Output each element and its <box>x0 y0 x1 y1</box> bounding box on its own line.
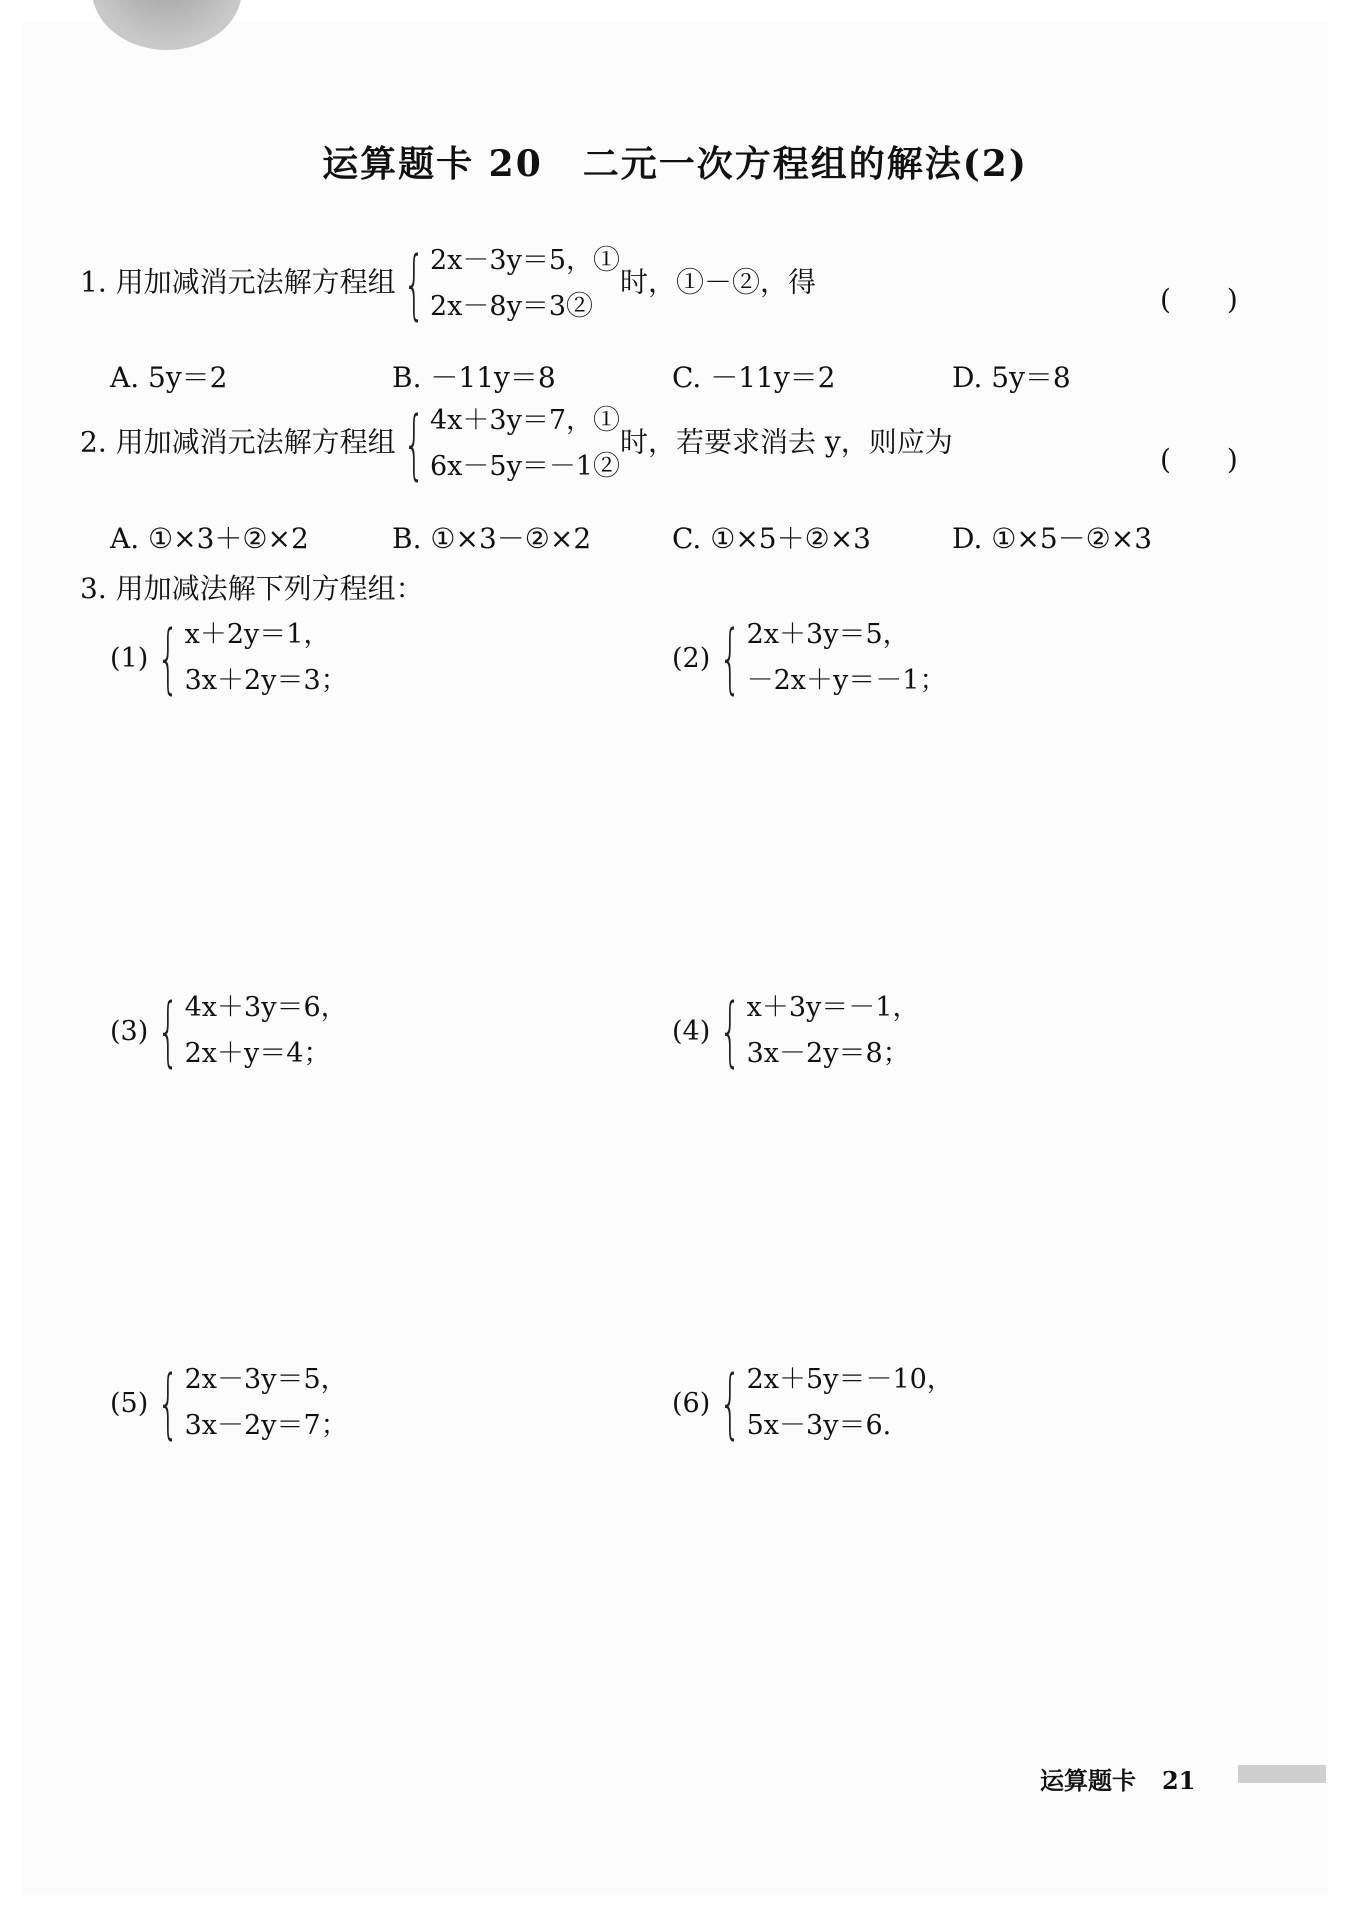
subproblem-label: (6) <box>672 1387 711 1419</box>
subproblem-2 <box>672 613 947 702</box>
equation-1: 4x＋3y＝7，① <box>429 405 620 436</box>
equation-1: 2x－3y＝5， <box>184 1364 348 1395</box>
title-topic: 二元一次方程组的解法(2) <box>582 143 1028 185</box>
equation-2: 3x－2y＝7； <box>184 1410 348 1441</box>
brace-symbol: { <box>157 1358 180 1447</box>
equation-1: 2x＋3y＝5， <box>746 619 910 650</box>
question-1-prefix: 1. 用加减消元法解方程组 <box>80 265 396 299</box>
brace-symbol: { <box>719 1358 742 1447</box>
question-1-option-c: C. －11y＝2 <box>672 361 836 394</box>
equation-2: 2x＋y＝4； <box>184 1038 331 1069</box>
brace-symbol: { <box>719 613 742 702</box>
brace-symbol: { <box>402 239 425 328</box>
equation-1: x＋3y＝－1， <box>746 992 920 1023</box>
question-1-option-a: A. 5y＝2 <box>110 361 228 394</box>
page-number: 21 <box>1162 1766 1196 1795</box>
question-3-prompt: 3. 用加减法解下列方程组： <box>80 572 424 605</box>
question-2-option-d: D. ①×5－②×3 <box>952 522 1153 555</box>
footer-bar-decoration <box>1238 1765 1326 1783</box>
equation-2: 3x－2y＝8； <box>746 1038 910 1069</box>
subproblem-label: (1) <box>110 642 149 674</box>
question-1-option-d: D. 5y＝8 <box>952 361 1071 394</box>
question-2-answer-blank: ( ) <box>1160 443 1238 476</box>
question-2-option-c: C. ①×5＋②×3 <box>672 522 871 555</box>
equation-2: 5x－3y＝6. <box>746 1410 892 1441</box>
subproblem-label: (3) <box>110 1015 149 1047</box>
question-2-suffix: 时，若要求消去 y，则应为 <box>620 425 953 459</box>
equation-2: 6x－5y＝－1② <box>429 451 620 482</box>
equation-1: 4x＋3y＝6， <box>184 992 348 1023</box>
title-card: 运算题卡 20 <box>322 143 543 185</box>
subproblem-label: (5) <box>110 1387 149 1419</box>
brace-symbol: { <box>719 986 742 1075</box>
question-2-prefix: 2. 用加减消元法解方程组 <box>80 425 396 459</box>
equation-2: 2x－8y＝3② <box>429 291 593 322</box>
subproblem-3 <box>110 986 348 1075</box>
equation-2: 3x＋2y＝3； <box>184 665 348 696</box>
equation-1: 2x＋5y＝－10， <box>746 1364 954 1395</box>
question-2-option-a: A. ①×3＋②×2 <box>110 522 309 555</box>
subproblem-6 <box>672 1358 954 1447</box>
brace-symbol: { <box>157 613 180 702</box>
question-1-system <box>396 239 620 328</box>
equation-1: x＋2y＝1， <box>184 619 331 650</box>
question-1-answer-blank: ( ) <box>1160 283 1238 316</box>
brace-symbol: { <box>402 399 425 488</box>
subproblem-4 <box>672 986 920 1075</box>
page-title <box>0 136 1350 187</box>
question-1-suffix: 时，①－②，得 <box>620 265 817 299</box>
page-footer <box>1040 1761 1195 1796</box>
equation-2: －2x＋y＝－1； <box>746 665 947 696</box>
subproblem-label: (2) <box>672 642 711 674</box>
question-2-option-b: B. ①×3－②×2 <box>392 522 592 555</box>
subproblem-5 <box>110 1358 348 1447</box>
subproblem-1 <box>110 613 348 702</box>
question-2-system <box>396 399 620 488</box>
brace-symbol: { <box>157 986 180 1075</box>
question-2 <box>80 399 953 488</box>
subproblem-label: (4) <box>672 1015 711 1047</box>
equation-1: 2x－3y＝5，① <box>429 245 620 276</box>
question-1 <box>80 239 817 328</box>
footer-label: 运算题卡 <box>1040 1767 1136 1795</box>
question-1-option-b: B. －11y＝8 <box>392 361 556 394</box>
